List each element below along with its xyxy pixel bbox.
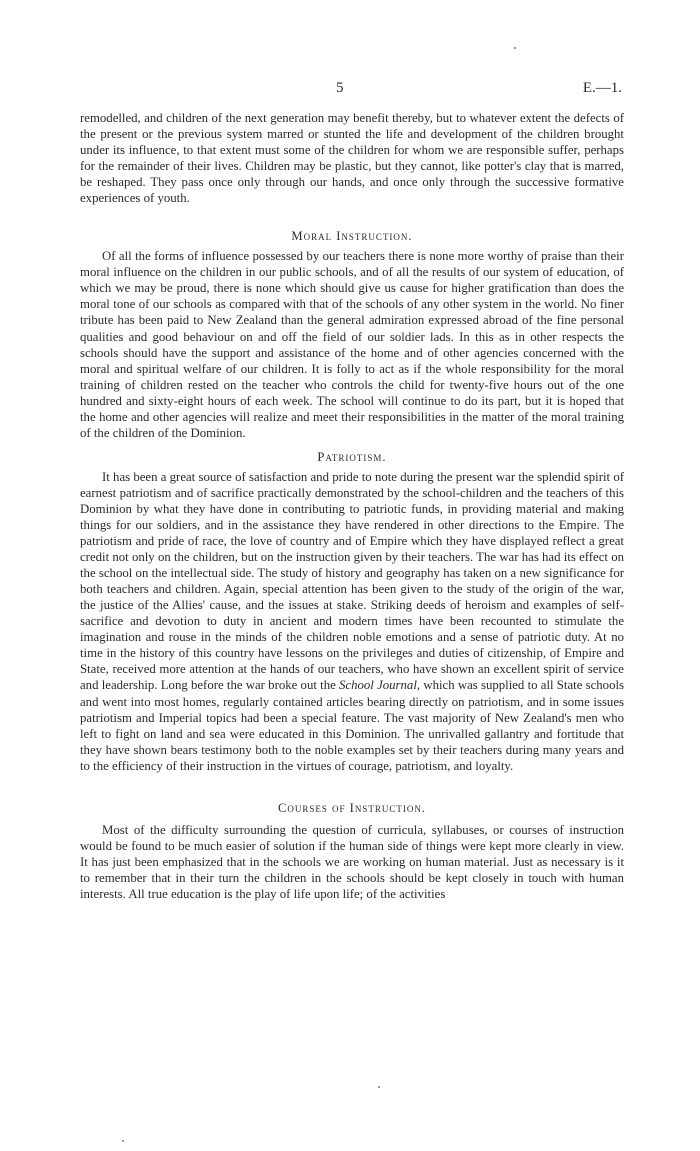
scan-speck bbox=[122, 1140, 124, 1142]
page-number: 5 bbox=[336, 80, 344, 96]
paragraph-moral-instruction: Of all the forms of influence possessed by our teachers there is none more worthy of praise than their moral influence on the children in our public schools, and of all the results of our system of education, of which we may be proud, there is none which should give us cause for higher gratification than does the moral tone of our schools as compared with that of the schools of any other system in the world. No finer tribute has been paid to New Zealand than the general admiration expressed abroad of the fine personal qualities and good behaviour on and off the field of our soldier lads. In this as in other respects the schools should have the support and assistance of the home and of other agencies concerned with the moral and spiritual welfare of our children. It is folly to act as if the whole responsibility for the moral training of children rested on the teacher who controls the child for twenty-five hours out of the one hundred and sixty-eight hours of each week. The school will continue to do its part, but it is hoped that the home and other agencies will realize and meet their responsibilities in the matter of the moral training of the children of the Dominion. bbox=[80, 249, 624, 440]
paragraph-opening: remodelled, and children of the next generation may benefit thereby, but to whatever extent the defects of the present or the previous system marred or stunted the life and development of the children brought under its influence, to that extent must some of the children for whom we are responsible suffer, perhaps for the remainder of their lives. Children may be plastic, but they cannot, like potter's clay that is marred, be reshaped. They pass once only through our hands, and once only through the successive formative experiences of youth. bbox=[80, 111, 624, 206]
school-journal-title: School Journal bbox=[339, 678, 417, 693]
heading-patriotism: Patriotism. bbox=[317, 449, 387, 464]
paragraph-patriotism bbox=[80, 469, 624, 774]
patriotism-text-part1: It has been a great source of satisfaction and pride to note during the present war the splendid spirit of earnest patriotism and of sacrifice practically demonstrated by the school-children and the teachers of this Dominion by what they have done in contributing to patriotic funds, in providing material and making things for our soldiers, and in the assistance they have rendered in other directions to the Empire. The patriotism and pride of race, the love of country and of Empire which they have displayed reflect a great credit not only on the children, but on the instruction given by their teachers. The war has had its effect on the school on the intellectual side. The study of history and geography has taken on a new significance for both teachers and children. Again, special attention has been given to the study of the origin of the war, the justice of the Allies' cause, and the issues at stake. Striking deeds of heroism and examples of self-sacrifice and devotion to duty in ancient and modern times have been recounted to stimulate the imagination and rouse in the minds of the children noble emotions and a sense of patriotic duty. At no time in the history of this country have lessons on the privileges and duties of citizenship, of Empire and State, received more attention at the hands of our teachers, who have shown an excellent spirit of service and leadership. Long before the war broke out the bbox=[80, 469, 624, 693]
heading-moral-instruction: Moral Instruction. bbox=[291, 229, 413, 244]
heading-courses-of-instruction: Courses of Instruction. bbox=[277, 800, 427, 815]
paragraph-courses-of-instruction: Most of the difficulty surrounding the question of curricula, syllabuses, or courses of instruction would be found to be much easier of solution if the human side of things were kept more clearly in view. It has just been emphasized that in the schools we are working on human material. Just as necessary is it to remember that in their turn the children in the schools should be kept closely in touch with human interests. All true education is the play of life upon life; of the activities bbox=[80, 822, 624, 901]
scan-speck bbox=[378, 1086, 380, 1088]
patriotism-text-part2: , which was supplied to all State schools and went into most homes, regularly contained articles bearing directly on patriotism, and in some issues patriotism and Imperial topics had been a special feature. The vast majority of New Zealand's men who left to fight on land and sea were educated in this Dominion. The unrivalled gallantry and fortitude that they have shown bears testimony both to the noble examples set by their teachers during many years and to the efficiency of their instruction in the virtues of courage, patriotism, and loyalty. bbox=[80, 678, 624, 773]
scan-speck bbox=[514, 47, 516, 49]
page-body bbox=[80, 110, 624, 902]
document-reference: E.—1. bbox=[582, 80, 622, 96]
running-header bbox=[0, 80, 700, 100]
